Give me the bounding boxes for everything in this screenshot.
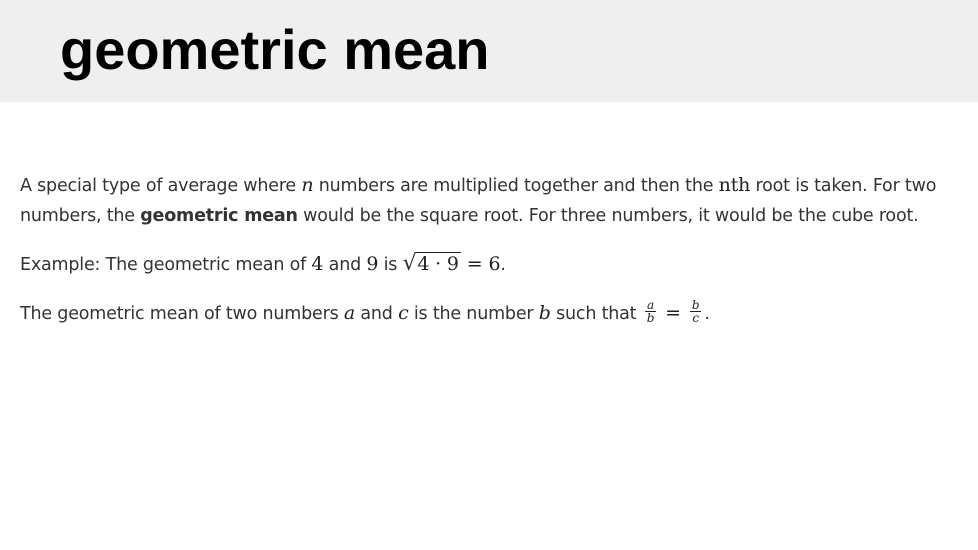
proportion-mid: is the number — [408, 304, 539, 324]
fraction-1-numerator: a — [645, 300, 656, 312]
variable-a: a — [343, 302, 355, 324]
nth-term: nth — [718, 174, 751, 196]
proportion-and: and — [355, 304, 399, 324]
definition-paragraph — [20, 170, 965, 231]
example-equals: = — [466, 253, 483, 275]
proportion-equals: = — [665, 302, 681, 324]
fraction-2-denominator: c — [692, 311, 699, 325]
example-number-b: 9 — [366, 253, 379, 275]
example-result: 6 — [488, 253, 501, 275]
title-bar — [0, 0, 978, 102]
square-root-sign: √ — [402, 251, 417, 276]
definition-text-1: A special type of average where — [20, 176, 302, 196]
fraction-b-over-c — [690, 300, 701, 324]
square-root-expression — [403, 249, 461, 280]
fraction-1-denominator: b — [646, 311, 655, 325]
radicand: 4 · 9 — [417, 253, 459, 275]
proportion-suffix: such that — [550, 304, 642, 324]
definition-text-4: would be the square root. For three numbers, it would be the cube root. — [297, 206, 919, 226]
definition-text-3: root is taken. For two numbers, the — [20, 176, 937, 226]
variable-n: n — [301, 174, 314, 196]
proportion-end: . — [704, 304, 710, 324]
example-prefix: Example: The geometric mean of — [20, 255, 312, 275]
page-title: geometric mean — [60, 18, 490, 81]
fraction-a-over-b — [645, 300, 656, 324]
proportion-paragraph — [20, 298, 965, 329]
example-is: is — [378, 255, 403, 275]
fraction-2-numerator: b — [691, 298, 700, 312]
definition-text-2: numbers are multiplied together and then the — [313, 176, 719, 196]
variable-c: c — [398, 302, 409, 324]
example-and: and — [323, 255, 367, 275]
example-number-a: 4 — [311, 253, 324, 275]
bold-term: geometric mean — [140, 206, 298, 226]
definition-content — [20, 170, 965, 347]
example-paragraph — [20, 249, 965, 280]
proportion-prefix: The geometric mean of two numbers — [20, 304, 344, 324]
example-end: . — [500, 255, 506, 275]
variable-b: b — [538, 302, 551, 324]
